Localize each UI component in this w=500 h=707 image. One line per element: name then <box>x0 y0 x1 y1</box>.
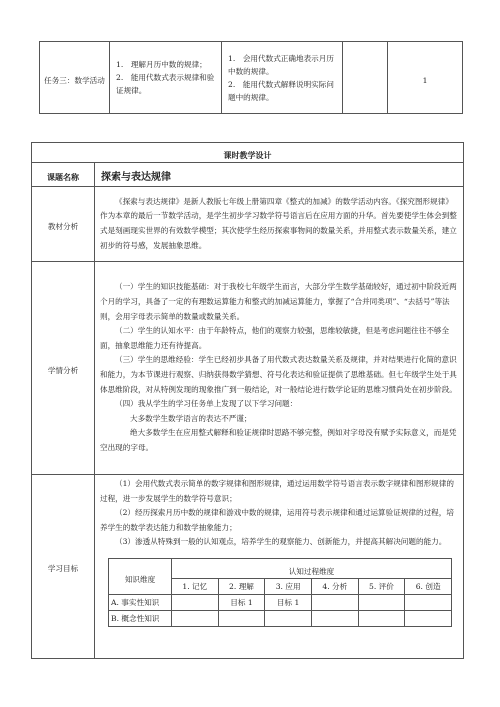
row-a-name: A. 事实性知识 <box>109 594 172 610</box>
row-b-cell-1 <box>172 610 219 626</box>
design-title-cell <box>32 143 464 163</box>
goal-1: （1）会用代数式表示简单的数字规律和图形规律，通过运用数学符号语言表示数字规律和图形规律的过程，进一步发展学生的数学符号意识； <box>100 479 454 503</box>
task-objective-cell <box>222 42 343 114</box>
knowledge-header-cell <box>109 558 172 594</box>
level-4: 4. 分析 <box>311 578 358 594</box>
lesson-value-cell <box>95 163 464 187</box>
row-a-cell-2: 目标 1 <box>218 594 265 610</box>
row-b-cell-5 <box>358 610 405 626</box>
material-label-cell <box>32 187 95 262</box>
design-title: 课时教学设计 <box>223 151 272 160</box>
students-label-cell <box>32 262 95 475</box>
students-text-cell <box>95 262 464 475</box>
task-objective-2: 2. 能用代数式解释说明实际问题中的规律。 <box>228 79 334 102</box>
task-empty-cell <box>343 42 388 114</box>
students-para-5: 大多数学生数学语言的表达不严谨； <box>130 413 252 423</box>
knowledge-header: 知识维度 <box>124 574 156 584</box>
students-para-2: （二）学生的认知水平：由于年龄特点，他们的观察力较强，思维较敏捷，但是考虑问题往往不够全面，抽象思维能力还有待提高。 <box>100 326 450 350</box>
table-row <box>109 594 452 610</box>
goals-label-cell <box>32 475 95 659</box>
task-name-cell <box>40 42 110 114</box>
row-b-cell-4 <box>311 610 358 626</box>
row-a-cell-1 <box>172 594 219 610</box>
students-para-4: （四）我从学生的学习任务单上发现了以下学习问题： <box>115 399 298 409</box>
goals-cell <box>95 475 464 659</box>
level-2: 2. 理解 <box>218 578 265 594</box>
students-para-3: （三）学生的思维经验：学生已经初步具备了用代数式表达数量关系及规律，并对结果进行化简的意识和能力，为本节课进行观察、归纳获得数学猜想、符号化表达和验证提供了思维基础。但七年级学生处于具体思维阶段，对从特例发现的现象推广到一般结论，对一般结论进行数学论证的思维习惯尚处在初步阶段。 <box>100 355 457 394</box>
lesson-title: 探索与表达规律 <box>101 172 171 183</box>
material-text: 《探索与表达规律》是新人教版七年级上册第四章《整式的加减》的数学活动内容。《探究图形规律》作为本章的最后一节数学活动，是学生初步学习数学符号语言后在应用方面的升华。首先要使学生体会到整式是刻画现实世界的有效数学模型；其次使学生经历探索事物间的数量关系，并用整式表示数量关系，建立初步的符号感，发展抽象思维。 <box>100 196 457 250</box>
goals-label: 学习目标 <box>47 564 79 574</box>
task-hours-cell <box>388 42 463 114</box>
goal-3: （3）渗透从特殊到一般的认知观点，培养学生的观察能力、创新能力，并提高其解决问题的能力。 <box>115 537 447 547</box>
row-b-cell-3 <box>265 610 312 626</box>
lesson-design-table <box>31 142 464 659</box>
students-label: 学情分析 <box>47 365 79 375</box>
goal-2: （2）经历探索月历中数的规律和游戏中数的规律，运用符号表示规律和通过运算验证规律的过程，培养学生的数学表达能力和数学抽象能力； <box>100 508 454 532</box>
lesson-label: 课题名称 <box>47 173 79 182</box>
material-text-cell <box>95 187 464 262</box>
dimension-table <box>108 558 452 627</box>
task-content-cell <box>110 42 222 114</box>
process-header-cell <box>172 558 452 578</box>
row-a-cell-3: 目标 1 <box>265 594 312 610</box>
row-b-cell-6 <box>405 610 452 626</box>
level-3: 3. 应用 <box>265 578 312 594</box>
students-para-1: （一）学生的知识技能基础：对于我校七年级学生而言，大部分学生数学基础较好，通过初中阶段近两个月的学习，具备了一定的有理数运算能力和整式的加减运算能力，掌握了“合并同类项”、“去括号”等法则，会用字母表示简单的数量或数量关系。 <box>100 282 457 321</box>
row-a-cell-6 <box>405 594 452 610</box>
level-5: 5. 评价 <box>358 578 405 594</box>
task-content-1: 1. 理解月历中数的规律； <box>116 60 207 69</box>
task-hours: 1 <box>422 76 428 85</box>
row-a-cell-5 <box>358 594 405 610</box>
lesson-label-cell <box>32 163 95 187</box>
students-para-6: 绝大多数学生在应用整式解释和验证规律时思路不够完整，例如对字母没有赋予实际意义，而是凭空出现的字母。 <box>100 428 457 452</box>
level-6: 6. 创造 <box>405 578 452 594</box>
task-row <box>39 41 463 114</box>
level-1: 1. 记忆 <box>172 578 219 594</box>
table-row <box>109 610 452 626</box>
material-label: 教材分析 <box>47 221 79 231</box>
task-name: 任务三：数学活动 <box>44 76 105 85</box>
row-b-cell-2 <box>218 610 265 626</box>
task-objective-1: 1. 会用代数式正确地表示月历中数的规律。 <box>228 53 334 76</box>
row-a-cell-4 <box>311 594 358 610</box>
task-content-2: 2. 能用代数式表示规律和验证规律。 <box>116 73 215 95</box>
process-header: 认知过程维度 <box>288 566 335 576</box>
row-b-name: B. 概念性知识 <box>109 610 172 626</box>
